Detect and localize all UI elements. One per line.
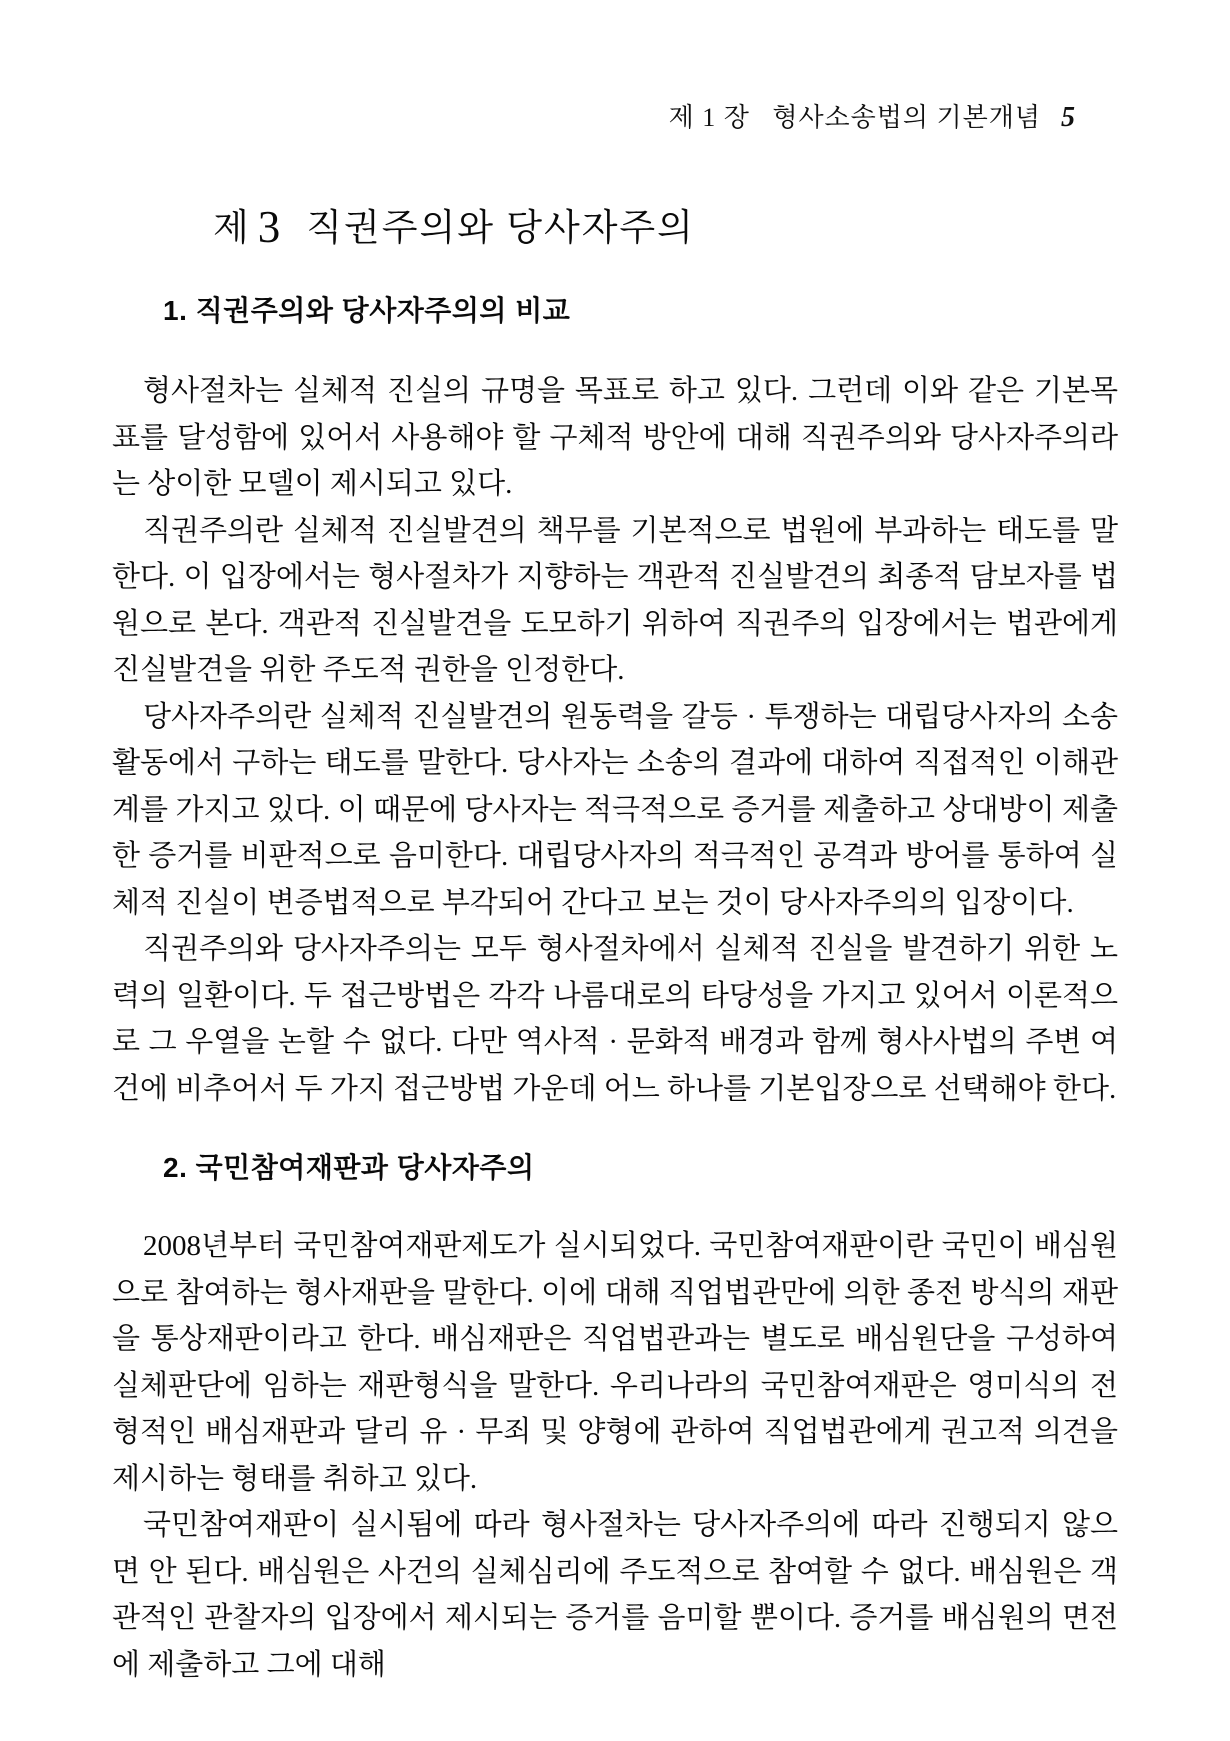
paragraph: 국민참여재판이 실시됨에 따라 형사절차는 당사자주의에 따라 진행되지 않으면 안 된다. 배심원은 사건의 실체심리에 주도적으로 참여할 수 없다. 배심원은 객관적인 관찰자의 입장에서 제시되는 증거를 음미할 뿐이다. 증거를 배심원의 면전에 제출하고 그에 대해 [112, 1509, 1118, 1681]
section-title [213, 204, 695, 252]
paragraph: 직권주의와 당사자주의는 모두 형사절차에서 실체적 진실을 발견하기 위한 노력의 일환이다. 두 접근방법은 각각 나름대로의 타당성을 가지고 있어서 이론적으로 그 우열을 논할 수 없다. 다만 역사적 · 문화적 배경과 함께 형사사법의 주변 여건에 비추어서 두 가지 접근방법 가운데 어느 하나를 기본입장으로 선택해야 한다. [112, 933, 1118, 1105]
subsection-heading-2: 2. 국민참여재판과 당사자주의 [163, 1152, 535, 1183]
paragraph: 형사절차는 실체적 진실의 규명을 목표로 하고 있다. 그런데 이와 같은 기본목표를 달성함에 있어서 사용해야 할 구체적 방안에 대해 직권주의와 당사자주의라는 상이한 모델이 제시되고 있다. [112, 375, 1118, 500]
section-2-body [112, 1223, 1118, 1688]
section-1-body [112, 368, 1118, 1112]
paragraph: 직권주의란 실체적 진실발견의 책무를 기본적으로 법원에 부과하는 태도를 말한다. 이 입장에서는 형사절차가 지향하는 객관적 진실발견의 최종적 담보자를 법원으로 본다. 객관적 진실발견을 도모하기 위하여 직권주의 입장에서는 법관에게 진실발견을 위한 주도적 권한을 인정한다. [112, 514, 1118, 686]
section-title-prefix: 제 [213, 208, 249, 249]
running-header [643, 70, 1075, 166]
paragraph: 2008년부터 국민참여재판제도가 실시되었다. 국민참여재판이란 국민이 배심원으로 참여하는 형사재판을 말한다. 이에 대해 직업법관만에 의한 종전 방식의 재판을 통상재판이라고 한다. 배심재판은 직업법관과는 별도로 배심원단을 구성하여 실체판단에 임하는 재판형식을 말한다. 우리나라의 국민참여재판은 영미식의 전형적인 배심재판과 달리 유 · 무죄 및 양형에 관하여 직업법관에게 권고적 의견을 제시하는 형태를 취하고 있다. [112, 1230, 1118, 1495]
section-title-number: 3 [257, 202, 281, 252]
paragraph: 당사자주의란 실체적 진실발견의 원동력을 갈등 · 투쟁하는 대립당사자의 소송활동에서 구하는 태도를 말한다. 당사자는 소송의 결과에 대하여 직접적인 이해관계를 가지고 있다. 이 때문에 당사자는 적극적으로 증거를 제출하고 상대방이 제출한 증거를 비판적으로 음미한다. 대립당사자의 적극적인 공격과 방어를 통하여 실체적 진실이 변증법적으로 부각되어 간다고 보는 것이 당사자주의의 입장이다. [112, 700, 1118, 919]
section-title-text: 직권주의와 당사자주의 [306, 208, 695, 249]
running-header-chapter: 제 1 장 형사소송법의 기본개념 [668, 103, 1041, 132]
subsection-heading-1: 1. 직권주의와 당사자주의의 비교 [163, 295, 571, 326]
page-number: 5 [1061, 102, 1075, 133]
